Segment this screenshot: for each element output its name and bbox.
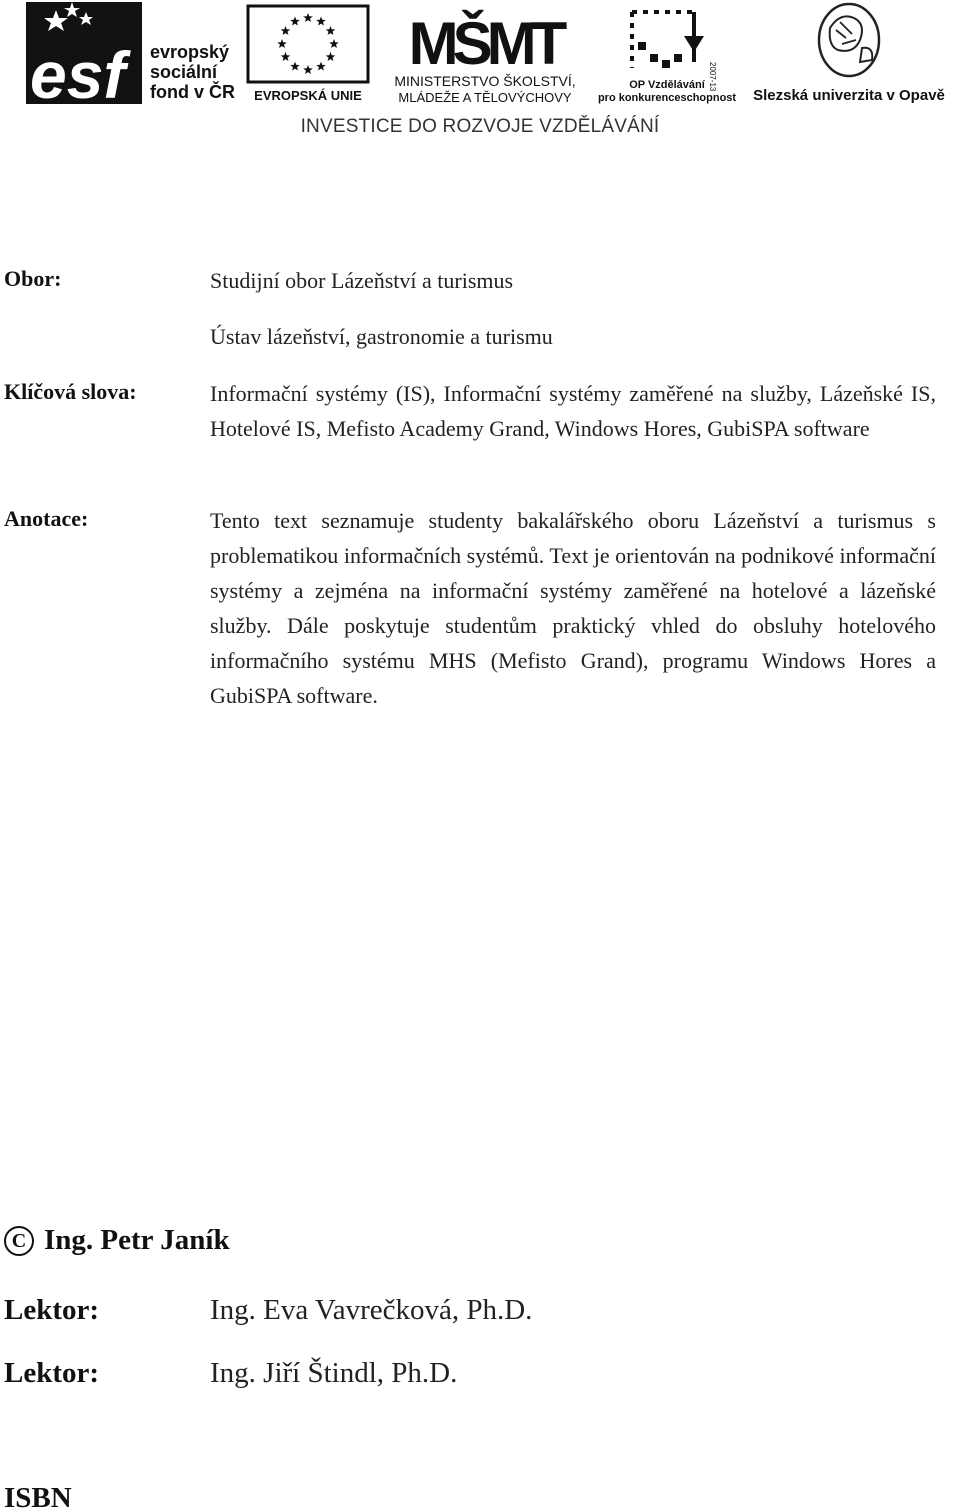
author-name: Ing. Petr Janík [44,1224,230,1256]
annotation-value: Tento text seznamuje studenty bakalářského oboru Lázeňství a turismus s problematikou informačních systémů. Text je orientován na podnikové informační systémy a zejména na informační systémy zaměřené na hotelové a lázeňské služby. Dále poskytuje studentům praktický vhled do obsluhy hotelového informačního systému MHS (Mefisto Grand), programu Windows Hores a GubiSPA software. [210,508,936,708]
keywords-label: Klíčová slova: [4,379,137,404]
slezska-univerzita-logo [742,0,956,106]
keywords-value: Informační systémy (IS), Informační systémy zaměřené na služby, Lázeňské IS, Hotelové IS, Mefisto Academy Grand, Windows Hores, GubiSPA software [210,381,936,441]
lektor-label-2: Lektor: [4,1357,100,1389]
msmt-mark: MŠMT [408,10,562,77]
lektor-label-1: Lektor: [4,1294,100,1326]
logo-header [0,0,960,150]
eu-flag-logo [246,4,370,104]
copyright-icon: C [4,1226,34,1256]
isbn-label: ISBN [4,1482,72,1512]
msmt-logo [378,0,592,106]
lektor-value-2: Ing. Jiří Štindl, Ph.D. [210,1357,458,1389]
obor-label: Obor: [4,266,62,291]
obor-value: Studijní obor Lázeňství a turismus [210,268,514,293]
annotation-label: Anotace: [4,506,89,531]
svg-text:2007-13: 2007-13 [708,62,717,92]
svg-text:Slezská univerzita v Opavě: Slezská univerzita v Opavě [753,87,945,104]
svg-text:sociální: sociální [150,62,218,82]
svg-text:MINISTERSTVO ŠKOLSTVÍ,: MINISTERSTVO ŠKOLSTVÍ, [394,73,576,89]
svg-text:OP Vzdělávání: OP Vzdělávání [629,79,705,91]
ustav-value: Ústav lázeňství, gastronomie a turismu [210,324,553,349]
svg-text:MLÁDEŽE A TĚLOVÝCHOVY: MLÁDEŽE A TĚLOVÝCHOVY [398,90,572,105]
esf-logo [26,2,238,104]
svg-text:pro konkurenceschopnost: pro konkurenceschopnost [598,92,736,104]
esf-mark: esf [30,38,126,104]
svg-text:fond v ČR: fond v ČR [150,82,235,102]
op-vzdelavani-logo [598,2,736,104]
logo-tagline: INVESTICE DO ROZVOJE VZDĚLÁVÁNÍ [300,116,660,137]
svg-text:EVROPSKÁ UNIE: EVROPSKÁ UNIE [254,88,362,103]
copyright-line [4,1224,230,1257]
lektor-value-1: Ing. Eva Vavrečková, Ph.D. [210,1294,533,1326]
svg-text:evropský: evropský [150,42,230,62]
